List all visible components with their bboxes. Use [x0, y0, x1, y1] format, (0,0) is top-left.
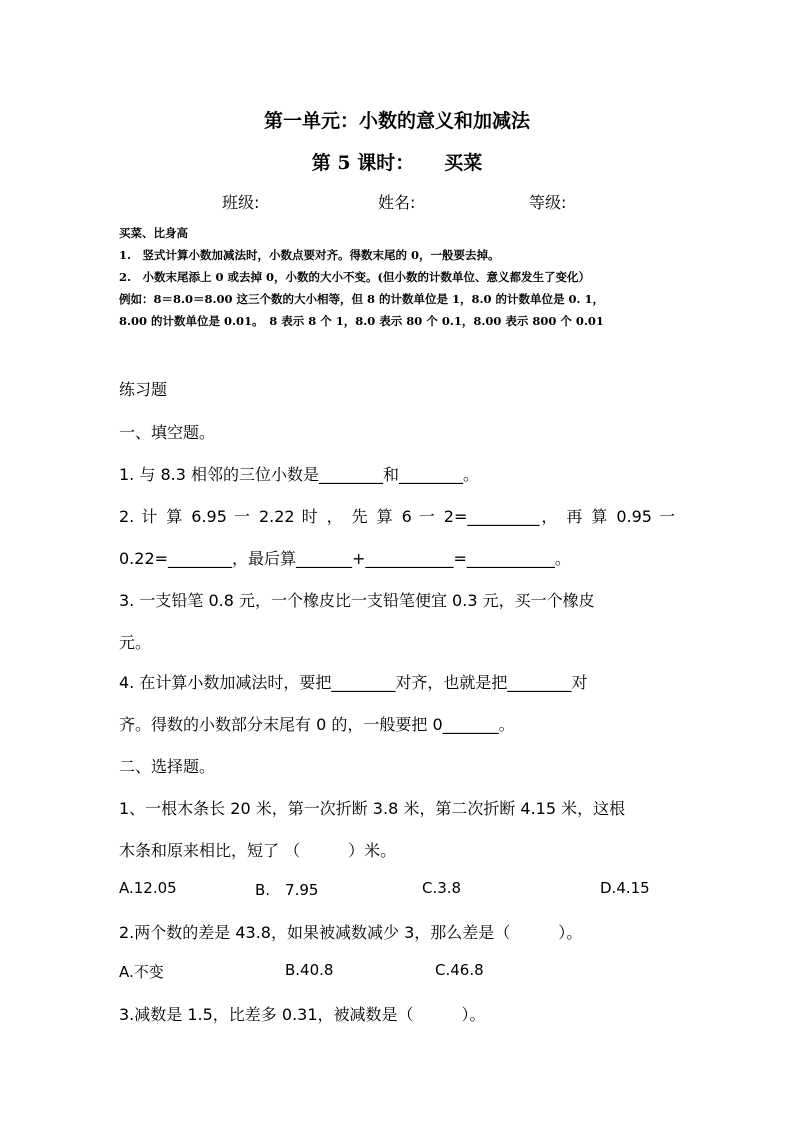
choice-2-option-b: B.40.8: [285, 961, 334, 979]
key-point-2: 2. 小数末尾添上 0 或去掉 0，小数的大小不变。(但小数的计数单位、意义都发生了变化）: [119, 270, 590, 284]
question-3-line-1: 3. 一支铅笔 0.8 元，一个橡皮比一支铅笔便宜 0.3 元，买一个橡皮: [119, 591, 595, 610]
choice-1-option-a: A.12.05: [119, 879, 177, 897]
choice-1-option-c: C.3.8: [422, 879, 462, 897]
class-label: 班级:: [222, 193, 260, 212]
choice-question-1-line-2: 木条和原来相比，短了 （ ）米。: [119, 841, 397, 860]
choice-question-1-line-1: 1、一根木条长 20 米，第一次折断 3.8 米，第二次折断 4.15 米，这根: [119, 799, 626, 818]
key-point-1: 1. 竖式计算小数加减法时，小数点要对齐。得数末尾的 0，一般要去掉。: [119, 248, 500, 262]
lesson-title: [0, 148, 794, 175]
section-fill-blank: 一、填空题。: [119, 423, 216, 442]
choice-question-2: 2.两个数的差是 43.8，如果被减数减少 3，那么差是（ ）。: [119, 923, 583, 942]
choice-1-option-d: D.4.15: [600, 879, 650, 897]
key-points: [119, 222, 689, 332]
grade-label: 等级:: [529, 193, 567, 212]
section-multiple-choice: 二、选择题。: [119, 757, 216, 776]
choice-1-option-b: B. 7.95: [255, 881, 319, 899]
example-line-1: 例如：8＝8.0＝8.00 这三个数的大小相等，但 8 的计数单位是 1，8.0 的计数单位是 0. 1，: [119, 292, 605, 306]
name-label: 姓名:: [378, 193, 416, 212]
question-2-line-1: 2. 计 算 6.95 一 2.22 时 ， 先 算 6 一 2=_________， 再 算 0.95 一: [119, 507, 675, 526]
choice-question-3: 3.减数是 1.5，比差多 0.31，被减数是（ ）。: [119, 1005, 486, 1024]
lesson-label: 第 5 课时：: [311, 152, 415, 174]
unit-title: 第一单元：小数的意义和加减法: [263, 110, 530, 132]
lesson-topic: 买菜: [444, 152, 483, 174]
question-3-line-2: 元。: [119, 633, 152, 652]
key-points-heading: 买菜、比身高: [119, 226, 188, 240]
choice-2-option-a: A.不变: [119, 963, 164, 981]
example-line-2: 8.00 的计数单位是 0.01。 8 表示 8 个 1，8.0 表示 80 个 0.1，8.00 表示 800 个 0.01: [119, 314, 604, 328]
question-4-line-1: 4. 在计算小数加减法时，要把________对齐，也就是把________对: [119, 673, 588, 692]
question-2-line-2: 0.22=________，最后算_______+___________=___________。: [119, 549, 571, 568]
exercises-heading: 练习题: [119, 380, 168, 399]
question-1: 1. 与 8.3 相邻的三位小数是________和________。: [119, 465, 479, 484]
question-4-line-2: 齐。得数的小数部分末尾有 0 的，一般要把 0_______。: [119, 715, 515, 734]
choice-2-option-c: C.46.8: [435, 961, 484, 979]
